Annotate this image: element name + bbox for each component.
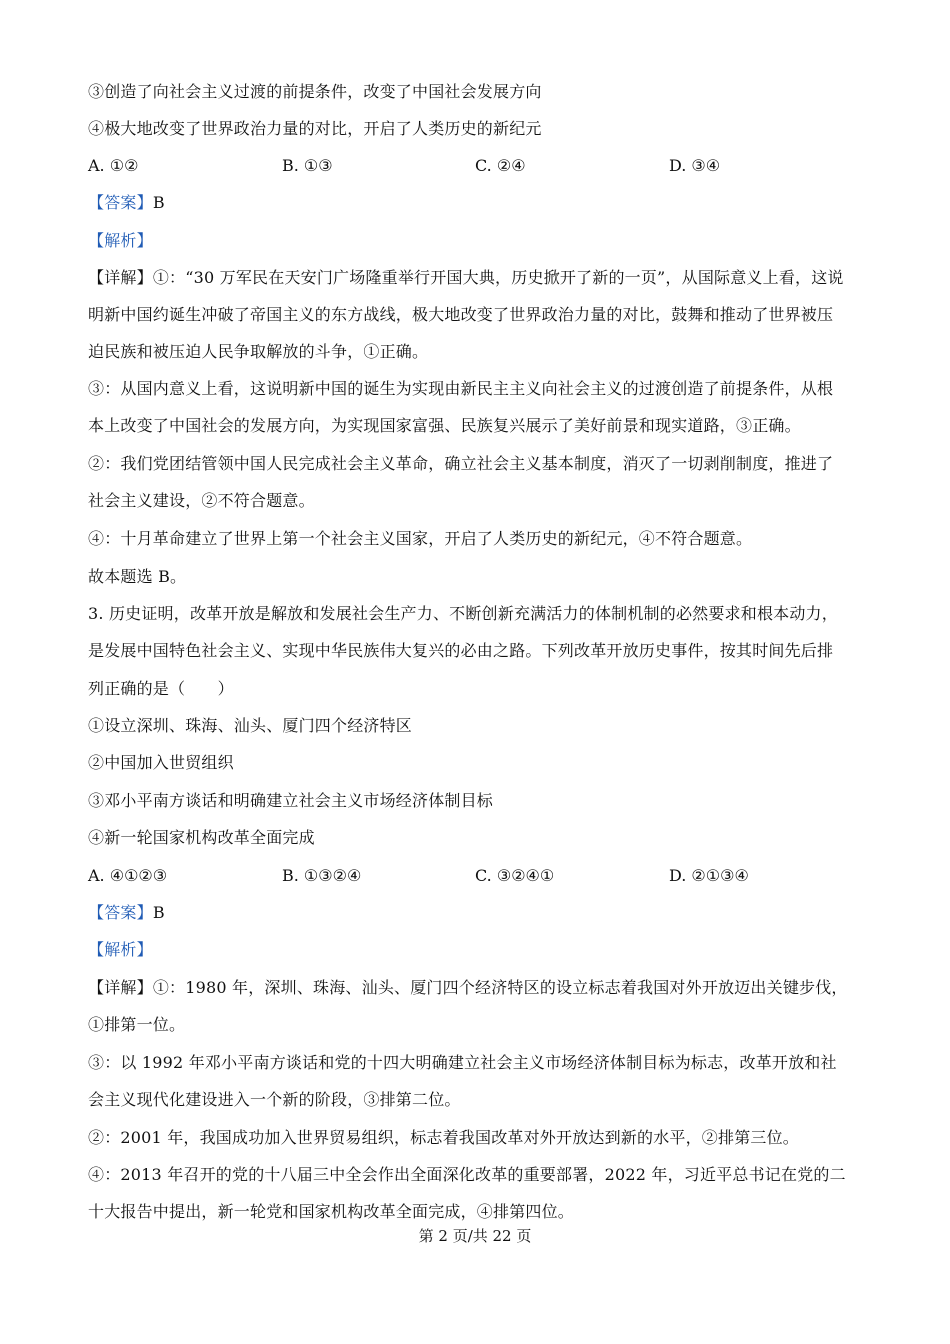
q3-detail-line: 会主义现代化建设进入一个新的阶段，③排第二位。	[88, 1090, 461, 1109]
q3-item-2: ②中国加入世贸组织	[88, 753, 234, 772]
q2-option-d: D. ③④	[669, 156, 721, 175]
q2-analysis-tag: 【解析】	[88, 231, 153, 250]
q3-analysis-tag: 【解析】	[88, 940, 153, 959]
q3-detail-line: ②：2001 年，我国成功加入世界贸易组织，标志着我国改革对外开放达到新的水平，②排第三位。	[88, 1128, 800, 1147]
q2-detail-line: 迫民族和被压迫人民争取解放的斗争，①正确。	[88, 342, 429, 361]
q3-item-4: ④新一轮国家机构改革全面完成	[88, 828, 315, 847]
q3-detail-line: 十大报告中提出，新一轮党和国家机构改革全面完成，④排第四位。	[88, 1202, 575, 1221]
q2-answer	[88, 193, 868, 213]
q2-detail-line: ②：我们党团结管领中国人民完成社会主义革命，确立社会主义基本制度，消灭了一切剥削制度，推进了	[88, 454, 834, 473]
q3-option-d: D. ②①③④	[669, 866, 749, 885]
q3-option-c: C. ③②④①	[475, 866, 555, 885]
q3-item-1: ①设立深圳、珠海、汕头、厦门四个经济特区	[88, 716, 413, 735]
q2-item-4: ④极大地改变了世界政治力量的对比，开启了人类历史的新纪元	[88, 119, 542, 138]
q2-detail-text: ①：“30 万军民在天安门广场隆重举行开国大典，历史掀开了新的一页”，从国际意义上看，这说	[152, 268, 844, 287]
q2-conclusion: 故本题选 B。	[88, 567, 187, 586]
q2-detail-line: 明新中国约诞生冲破了帝国主义的东方战线，极大地改变了世界政治力量的对比，鼓舞和推动了世界被压	[88, 305, 834, 324]
q3-stem-line: 列正确的是（ ）	[88, 679, 234, 698]
q2-detail-line: 社会主义建设，②不符合题意。	[88, 491, 315, 510]
q3-detail-text: ①：1980 年，深圳、珠海、汕头、厦门四个经济特区的设立标志着我国对外开放迈出关键步伐，	[152, 978, 848, 997]
page-number: 第 2 页/共 22 页	[418, 1227, 532, 1245]
q3-answer-value: B	[152, 903, 165, 922]
q2-answer-tag: 【答案】	[88, 193, 153, 212]
q2-detail-line: ④：十月革命建立了世界上第一个社会主义国家，开启了人类历史的新纪元，④不符合题意。	[88, 529, 753, 548]
q3-stem-line: 3. 历史证明，改革开放是解放和发展社会生产力、不断创新充满活力的体制机制的必然要求和根本动力，	[88, 604, 838, 623]
q3-detail-tag: 【详解】	[88, 978, 153, 997]
q3-detail-line: ④：2013 年召开的党的十八届三中全会作出全面深化改革的重要部署，2022 年，习近平总书记在党的二	[88, 1165, 846, 1184]
q3-answer-tag: 【答案】	[88, 903, 153, 922]
q3-stem-line: 是发展中国特色社会主义、实现中华民族伟大复兴的必由之路。下列改革开放历史事件，按其时间先后排	[88, 641, 834, 660]
q2-detail-tag: 【详解】	[88, 268, 153, 287]
q2-options	[88, 156, 868, 176]
q2-item-3: ③创造了向社会主义过渡的前提条件，改变了中国社会发展方向	[88, 82, 542, 101]
q2-answer-value: B	[152, 193, 165, 212]
q2-detail-line: ③：从国内意义上看，这说明新中国的诞生为实现由新民主主义向社会主义的过渡创造了前提条件，从根	[88, 379, 834, 398]
q3-item-3: ③邓小平南方谈话和明确建立社会主义市场经济体制目标	[88, 791, 494, 810]
q3-detail-line	[88, 978, 868, 998]
q3-detail-line: ①排第一位。	[88, 1015, 186, 1034]
q2-option-a: A. ①②	[88, 156, 139, 175]
q3-answer	[88, 903, 868, 923]
q3-options	[88, 866, 868, 886]
q2-option-c: C. ②④	[475, 156, 526, 175]
q2-detail-line	[88, 268, 868, 288]
q2-detail-line: 本上改变了中国社会的发展方向，为实现国家富强、民族复兴展示了美好前景和现实道路，③正确。	[88, 416, 801, 435]
q3-option-b: B. ①③②④	[282, 866, 362, 885]
q3-detail-line: ③：以 1992 年邓小平南方谈话和党的十四大明确建立社会主义市场经济体制目标为标志，改革开放和社	[88, 1053, 837, 1072]
q2-option-b: B. ①③	[282, 156, 333, 175]
q3-option-a: A. ④①②③	[88, 866, 168, 885]
